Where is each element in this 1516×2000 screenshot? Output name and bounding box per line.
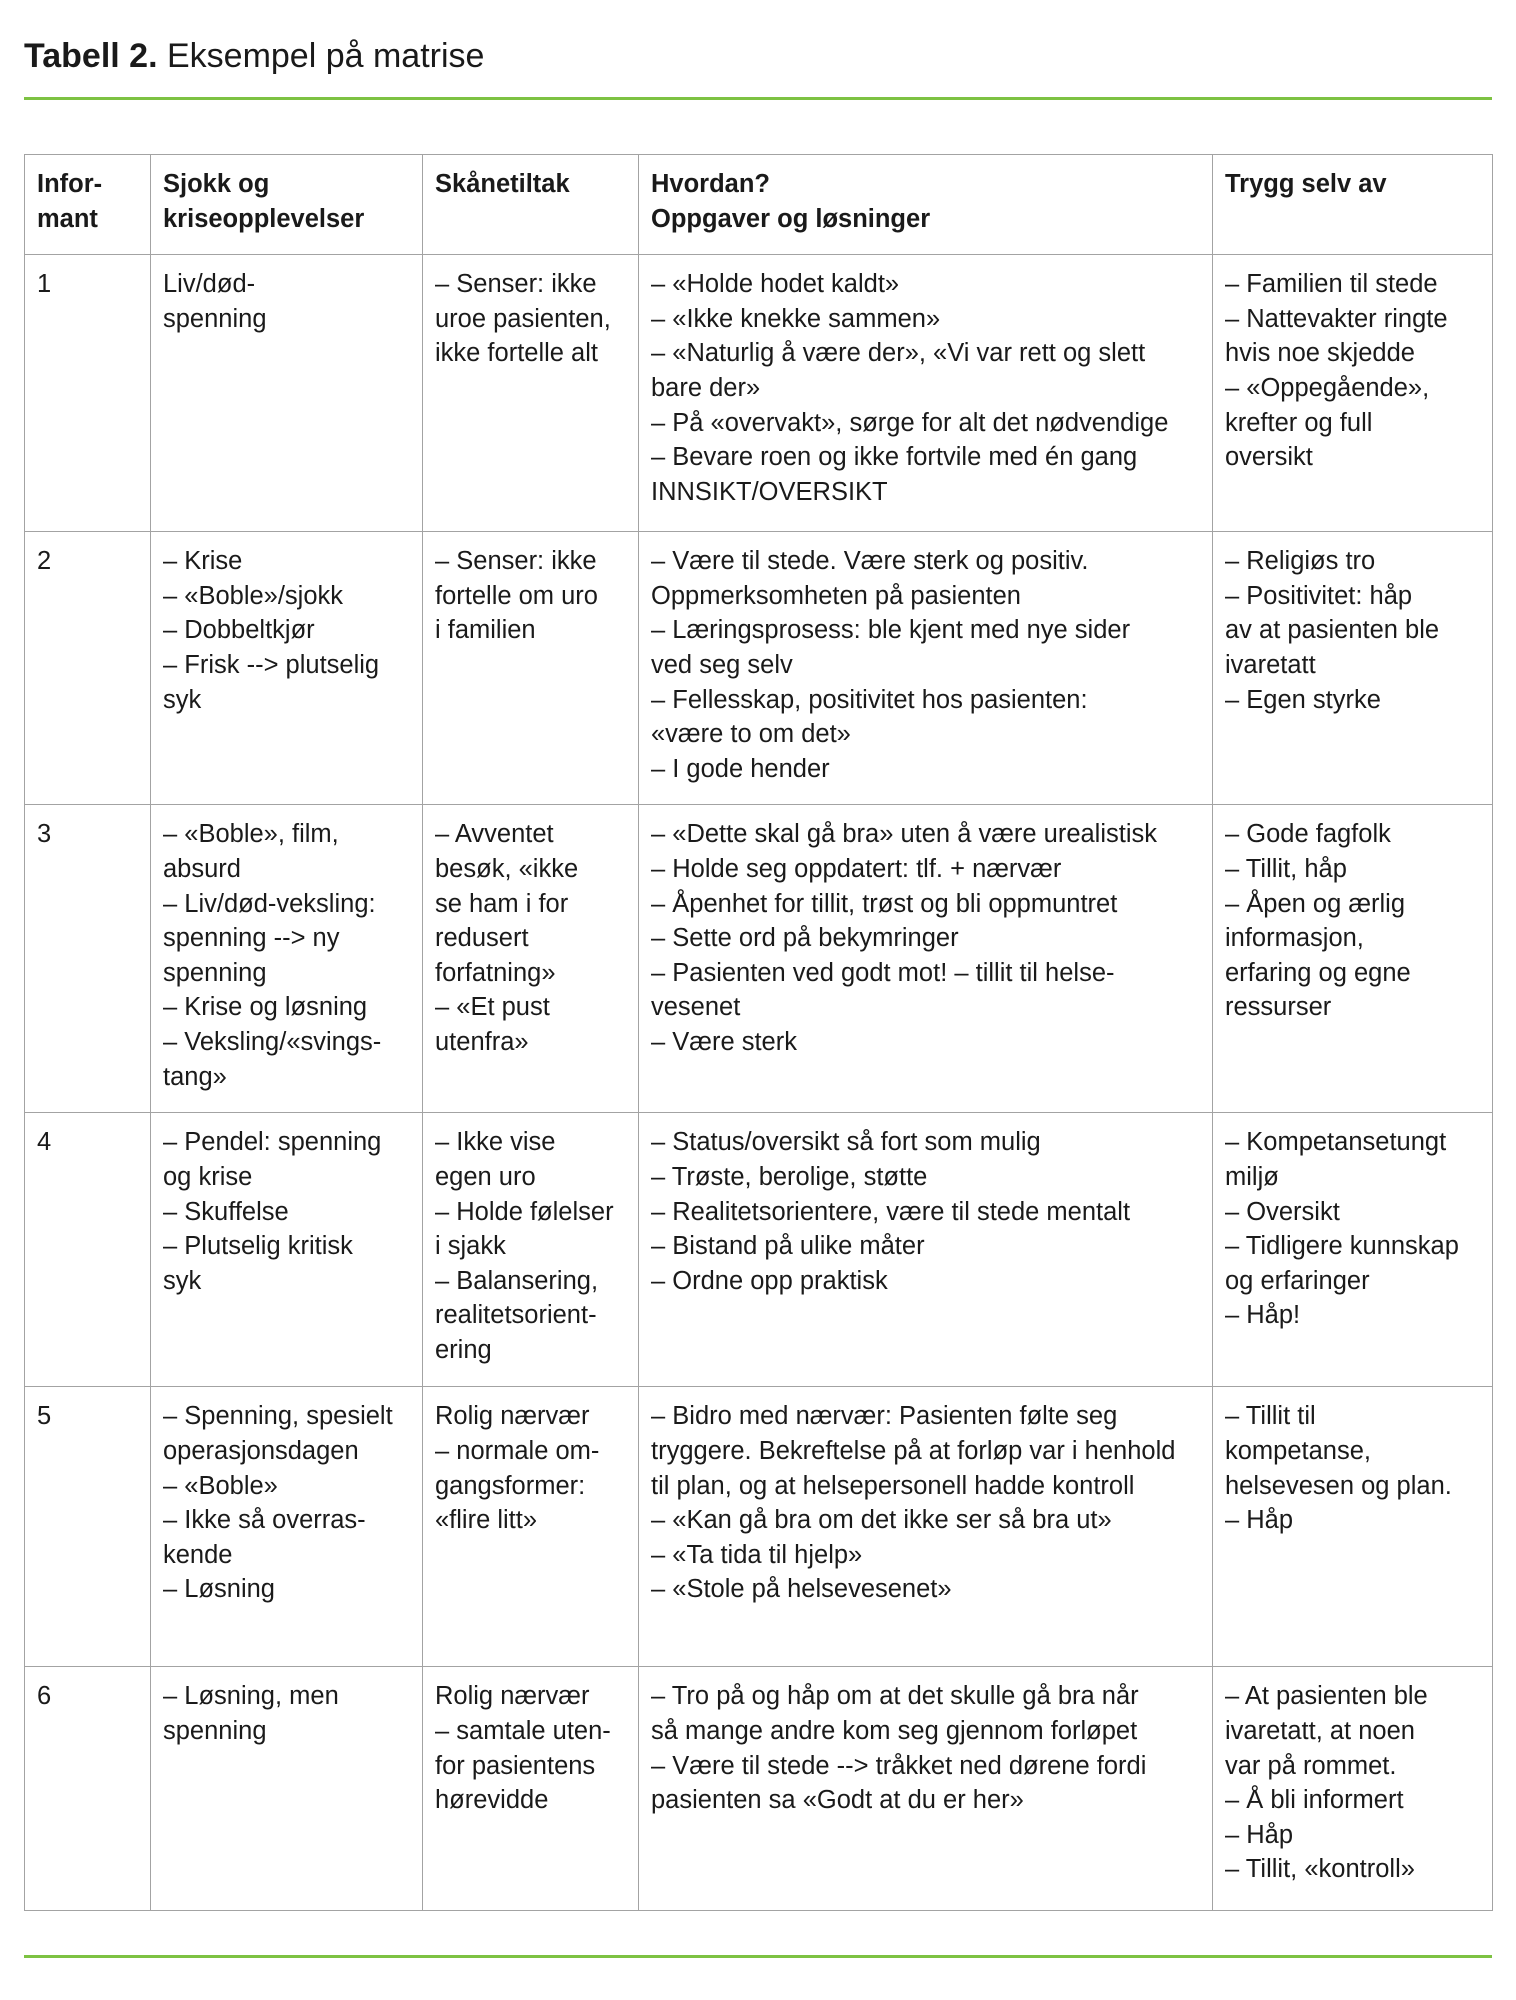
cell-safe-through: – At pasienten ble ivaretatt, at noen var på rommet. – Å bli informert – Håp – Tillit, «kontroll» [1213,1667,1493,1911]
cell-informant: 5 [25,1387,151,1667]
cell-informant: 4 [25,1113,151,1387]
header-protective-measures: Skånetiltak [423,155,639,255]
header-how-tasks-solutions: Hvordan? Oppgaver og løsninger [639,155,1213,255]
cell-safe-through: – Kompetansetungt miljø – Oversikt – Tidligere kunnskap og erfaringer – Håp! [1213,1113,1493,1387]
header-informant: Infor- mant [25,155,151,255]
table-caption: Eksempel på matrise [166,37,485,75]
cell-shock-crisis: – «Boble», film, absurd – Liv/død-veksling: spenning --> ny spenning – Krise og løsning – Veksling/«svings- tang» [151,805,423,1113]
matrix-table [24,154,1493,1911]
cell-how: – Være til stede. Være sterk og positiv. Oppmerksomheten på pasienten – Læringsprosess: ble kjent med nye sider ved seg selv – Fellesskap, positivitet hos pasienten: «være to om det» – I gode hender [639,532,1213,805]
cell-safe-through: – Religiøs tro – Positivitet: håp av at pasienten ble ivaretatt – Egen styrke [1213,532,1493,805]
header-safe-through: Trygg selv av [1213,155,1493,255]
cell-safe-through: – Tillit til kompetanse, helsevesen og plan. – Håp [1213,1387,1493,1667]
cell-how: – Tro på og håp om at det skulle gå bra når så mange andre kom seg gjennom forløpet – Være til stede --> tråkket ned dørene fordi pasienten sa «Godt at du er her» [639,1667,1213,1911]
header-shock-crisis: Sjokk og kriseopplevelser [151,155,423,255]
cell-informant: 1 [25,255,151,532]
top-divider [24,97,1492,100]
table-row [25,1113,1493,1387]
cell-informant: 6 [25,1667,151,1911]
cell-protective-measures: – Senser: ikke fortelle om uro i familien [423,532,639,805]
cell-safe-through: – Familien til stede – Nattevakter ringte hvis noe skjedde – «Oppegående», krefter og full oversikt [1213,255,1493,532]
table-row [25,255,1493,532]
cell-shock-crisis: – Pendel: spenning og krise – Skuffelse – Plutselig kritisk syk [151,1113,423,1387]
cell-protective-measures: Rolig nærvær – samtale uten- for pasientens hørevidde [423,1667,639,1911]
table-row [25,1387,1493,1667]
cell-shock-crisis: – Spenning, spesielt operasjonsdagen – «Boble» – Ikke så overras- kende – Løsning [151,1387,423,1667]
cell-protective-measures: Rolig nærvær – normale om- gangsformer: «flire litt» [423,1387,639,1667]
cell-protective-measures: – Senser: ikke uroe pasienten, ikke fortelle alt [423,255,639,532]
bottom-divider [24,1955,1492,1958]
header-row [25,155,1493,255]
table-row [25,1667,1493,1911]
cell-protective-measures: – Ikke vise egen uro – Holde følelser i sjakk – Balansering, realitetsorient- ering [423,1113,639,1387]
cell-shock-crisis: Liv/død- spenning [151,255,423,532]
cell-how: – Status/oversikt så fort som mulig – Trøste, berolige, støtte – Realitetsorientere, være til stede mentalt – Bistand på ulike måter – Ordne opp praktisk [639,1113,1213,1387]
cell-informant: 2 [25,532,151,805]
table-row [25,532,1493,805]
cell-how: – Bidro med nærvær: Pasienten følte seg tryggere. Bekreftelse på at forløp var i henhold til plan, og at helsepersonell hadde kontroll – «Kan gå bra om det ikke ser så bra ut» – «Ta tida til hjelp» – «Stole på helsevesenet» [639,1387,1213,1667]
table-number: Tabell 2. [24,37,158,75]
cell-how: – «Dette skal gå bra» uten å være urealistisk – Holde seg oppdatert: tlf. + nærvær – Åpenhet for tillit, trøst og bli oppmuntret – Sette ord på bekymringer – Pasienten ved godt mot! – tillit til helse- vesenet – Være sterk [639,805,1213,1113]
cell-informant: 3 [25,805,151,1113]
cell-how: – «Holde hodet kaldt» – «Ikke knekke sammen» – «Naturlig å være der», «Vi var rett og slett bare der» – På «overvakt», sørge for alt det nødvendige – Bevare roen og ikke fortvile med én gang INNSIKT/OVERSIKT [639,255,1213,532]
cell-safe-through: – Gode fagfolk – Tillit, håp – Åpen og ærlig informasjon, erfaring og egne ressurser [1213,805,1493,1113]
cell-shock-crisis: – Løsning, men spenning [151,1667,423,1911]
table-row [25,805,1493,1113]
table-title [24,34,484,78]
cell-shock-crisis: – Krise – «Boble»/sjokk – Dobbeltkjør – Frisk --> plutselig syk [151,532,423,805]
cell-protective-measures: – Avventet besøk, «ikke se ham i for redusert forfatning» – «Et pust utenfra» [423,805,639,1113]
